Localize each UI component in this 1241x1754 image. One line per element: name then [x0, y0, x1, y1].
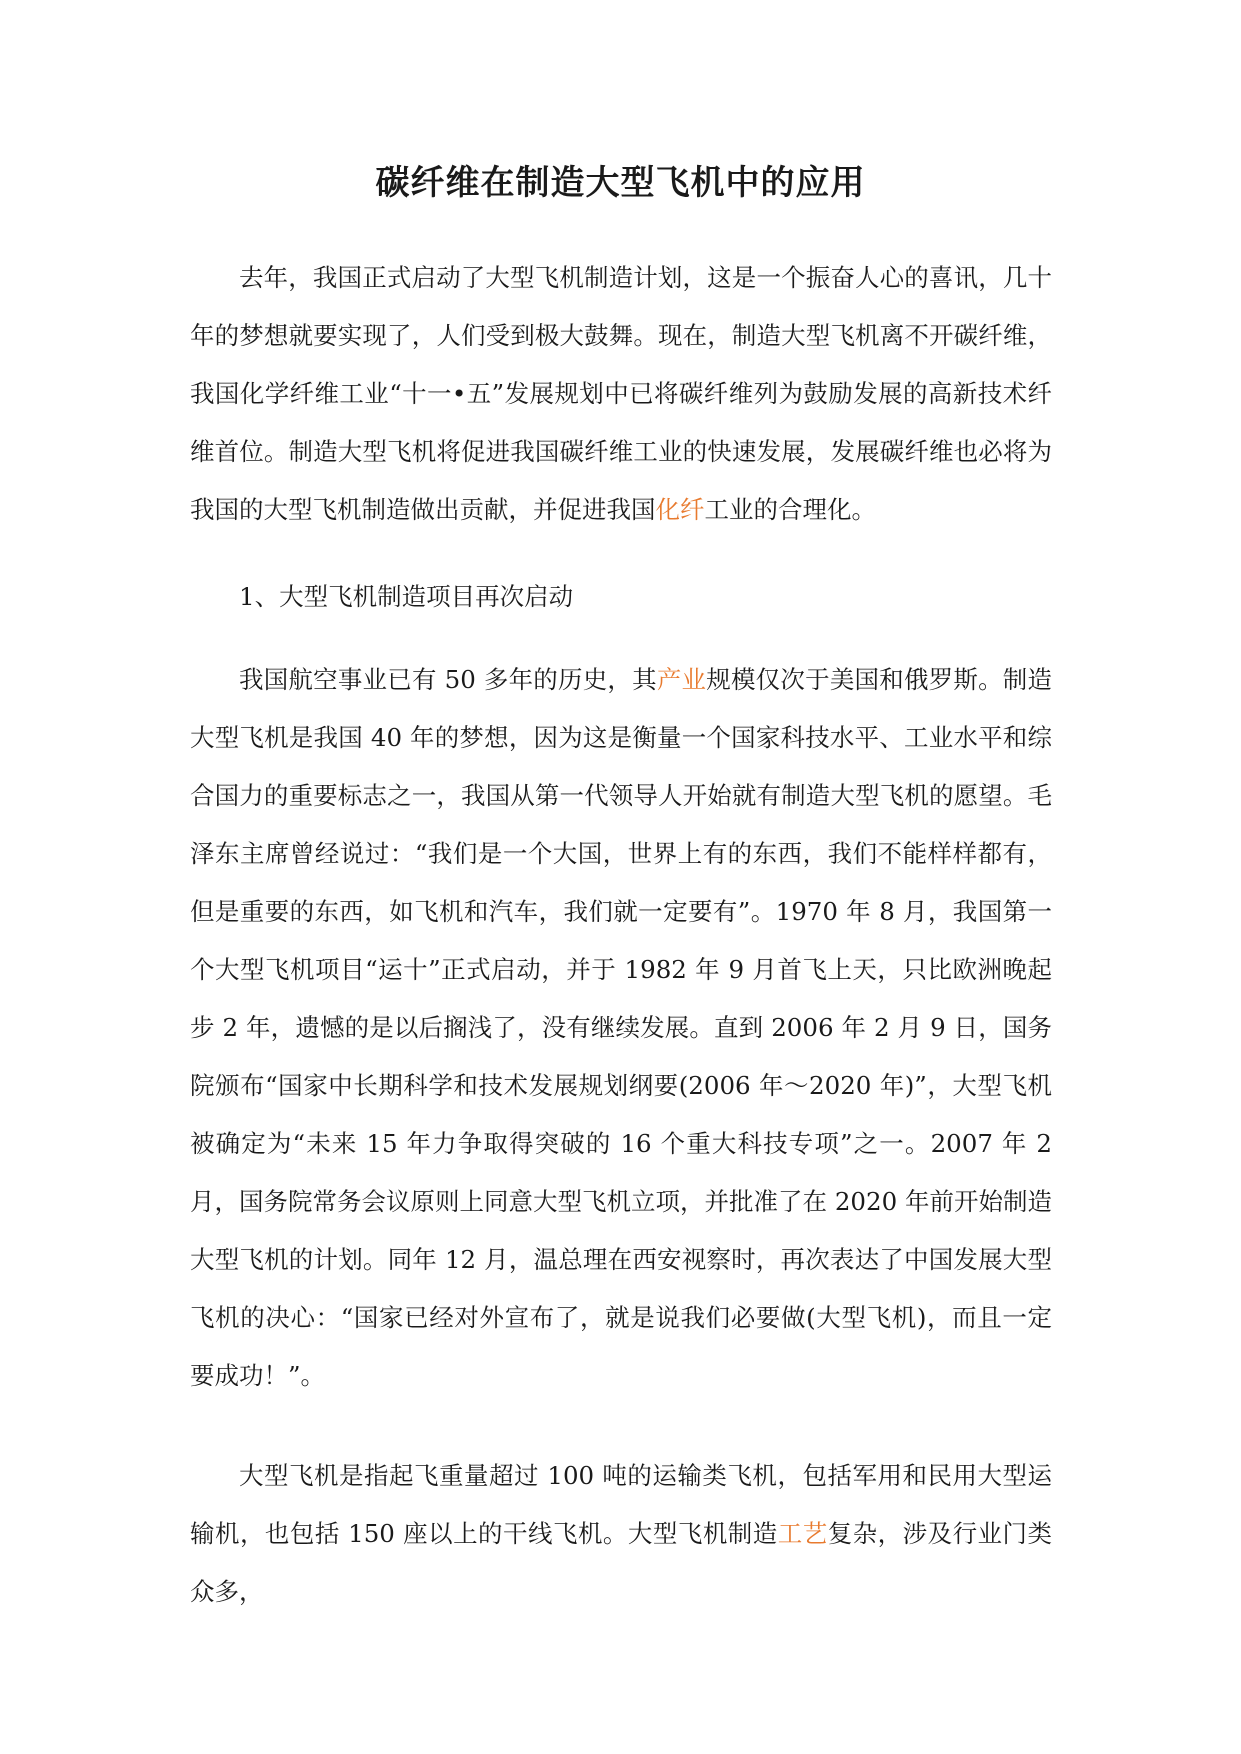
- paragraph-text: 大型飞机是指起飞重量超过 100 吨的运输类飞机，包括军用和民用大型运输机，也包括 150 座以上的干线飞机。大型飞机制造: [190, 1461, 1052, 1548]
- paragraph-text: 去年，我国正式启动了大型飞机制造计划，这是一个振奋人心的喜讯，几十年的梦想就要实现了，人们受到极大鼓舞。现在，制造大型飞机离不开碳纤维，我国化学纤维工业“十一•五”发展规划中已将碳纤维列为鼓励发展的高新技术纤维首位。制造大型飞机将促进我国碳纤维工业的快速发展，发展碳纤维也必将为我国的大型飞机制造做出贡献，并促进我国: [190, 263, 1052, 524]
- keyword-link-gongyi[interactable]: 工艺: [777, 1519, 828, 1548]
- paragraph-text: 复杂，涉及行业门类众多，: [190, 1519, 1052, 1606]
- paragraph-text: 工业的合理化。: [704, 495, 876, 524]
- paragraph-history: [190, 651, 1052, 1405]
- paragraph-definition: [190, 1447, 1052, 1621]
- keyword-link-huaxian[interactable]: 化纤: [655, 495, 705, 524]
- paragraph-intro: [190, 249, 1052, 539]
- section-heading-1: 1、大型飞机制造项目再次启动: [239, 582, 574, 611]
- document-title: 碳纤维在制造大型飞机中的应用: [375, 163, 866, 203]
- keyword-link-chanye[interactable]: 产业: [656, 665, 707, 694]
- paragraph-text: 我国航空事业已有 50 多年的历史，其: [239, 665, 657, 694]
- paragraph-text: 规模仅次于美国和俄罗斯。制造大型飞机是我国 40 年的梦想，因为这是衡量一个国家科技水平、工业水平和综合国力的重要标志之一，我国从第一代领导人开始就有制造大型飞机的愿望。毛泽东主席曾经说过：“我们是一个大国，世界上有的东西，我们不能样样都有，但是重要的东西，如飞机和汽车，我们就一定要有”。1970 年 8 月，我国第一个大型飞机项目“运十”正式启动，并于 1982 年 9 月首飞上天，只比欧洲晚起步 2 年，遗憾的是以后搁浅了，没有继续发展。直到 2006 年 2 月 9 日，国务院颁布“国家中长期科学和技术发展规划纲要(2006 年～2020 年)”，大型飞机被确定为“未来 15 年力争取得突破的 16 个重大科技专项”之一。2007 年 2 月，国务院常务会议原则上同意大型飞机立项，并批准了在 2020 年前开始制造大型飞机的计划。同年 12 月，温总理在西安视察时，再次表达了中国发展大型飞机的决心：“国家已经对外宣布了，就是说我们必要做(大型飞机)，而且一定要成功！”。: [190, 665, 1053, 1390]
